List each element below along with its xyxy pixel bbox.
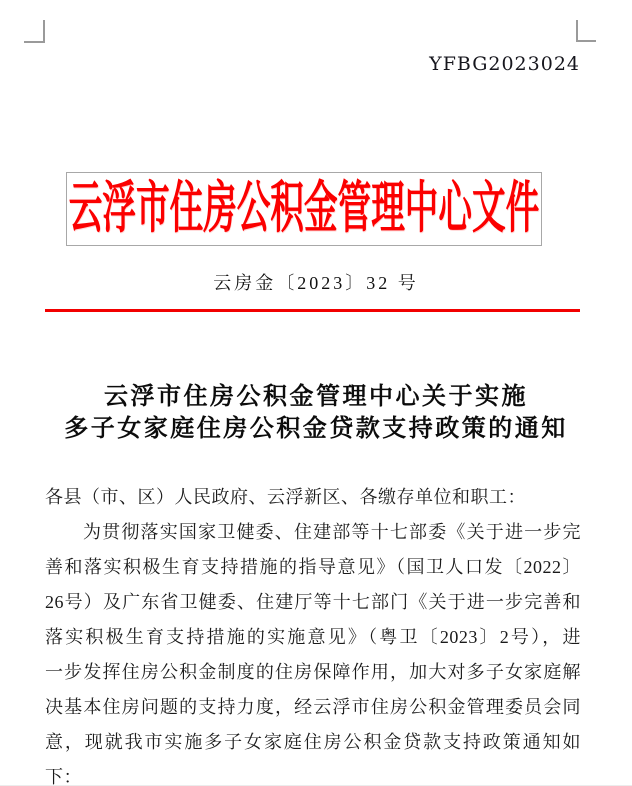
red-header-banner-text: 云浮市住房公积金管理中心文件 <box>68 178 540 240</box>
body-line: 一步发挥住房公积金制度的住房保障作用，加大对多子女家庭解 <box>45 662 581 682</box>
salutation-line: 各县（市、区）人民政府、云浮新区、各缴存单位和职工： <box>45 487 526 507</box>
body-line: 落实积极生育支持措施的实施意见》（粤卫〔2023〕2号），进 <box>45 627 581 647</box>
document-code: YFBG2023024 <box>429 53 580 75</box>
crop-mark-top-right <box>576 20 596 42</box>
document-title-line-1: 云浮市住房公积金管理中心关于实施 <box>104 384 528 410</box>
document-body <box>45 480 581 786</box>
crop-mark-top-left <box>24 20 45 43</box>
body-line: 意，现就我市实施多子女家庭住房公积金贷款支持政策通知如 <box>45 732 581 752</box>
red-header-banner-box <box>66 172 542 246</box>
document-title-line-2: 多子女家庭住房公积金贷款支持政策的通知 <box>64 416 568 442</box>
body-line: 下： <box>45 767 82 786</box>
document-title <box>0 381 632 445</box>
body-line: 为贯彻落实国家卫健委、住建部等十七部委《关于进一步完 <box>83 522 581 542</box>
body-line: 26号）及广东省卫健委、住建厅等十七部门《关于进一步完善和 <box>45 592 581 612</box>
body-line: 决基本住房问题的支持力度，经云浮市住房公积金管理委员会同 <box>45 697 581 717</box>
document-number: 云房金〔2023〕32 号 <box>213 273 419 293</box>
red-divider-rule <box>45 309 580 312</box>
body-line: 善和落实积极生育支持措施的指导意见》（国卫人口发〔2022〕 <box>45 557 581 577</box>
